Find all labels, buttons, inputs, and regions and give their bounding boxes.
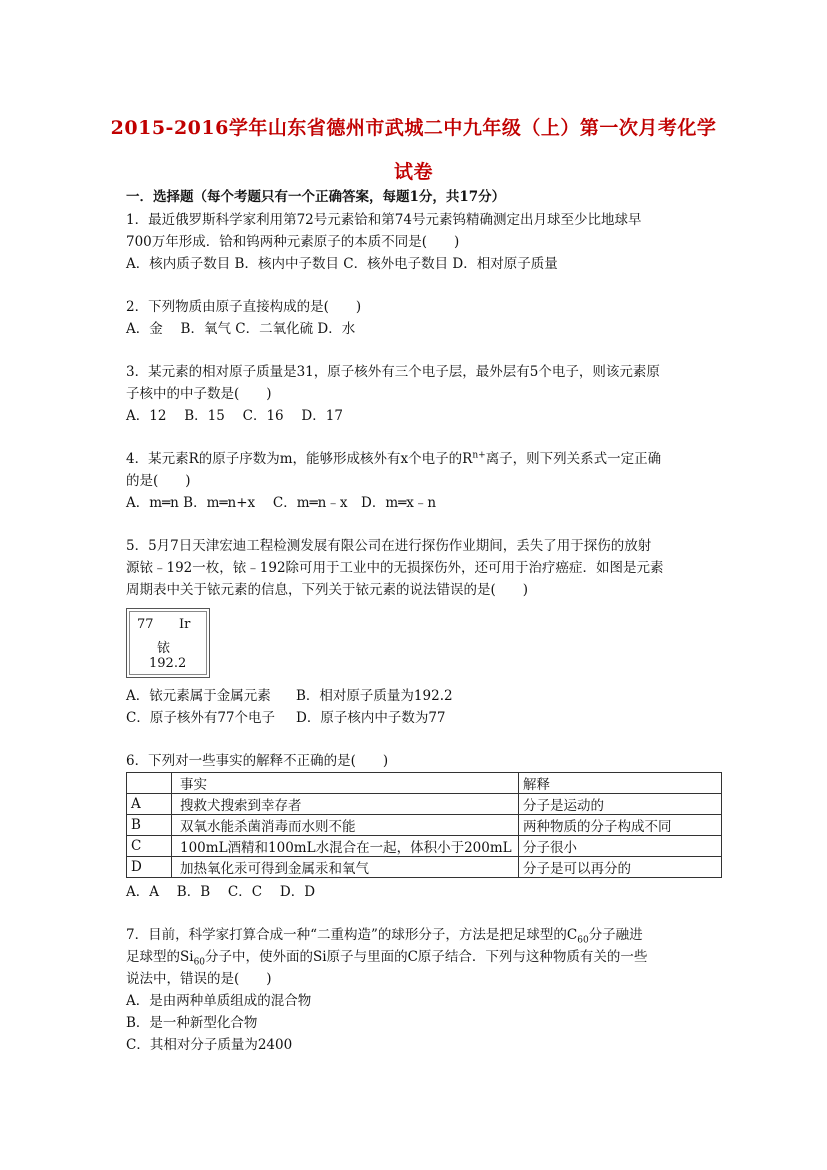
table-row [127,815,722,836]
q4-charge-superscript: n+ [472,450,486,461]
element-name: 铱 [157,641,171,656]
q2-options: A．金 B．氧气 C．二氧化硫 D．水 [126,321,356,337]
table-row [127,794,722,815]
facts-table [126,772,722,878]
q7-stem-text-b: 分子融进 [588,927,643,943]
table-cell: B [127,815,172,836]
q7-option-b: B．是一种新型化合物 [126,1015,258,1031]
q4-stem-line2: 的是( ) [126,473,191,489]
table-row [127,836,722,857]
element-symbol: Ir [179,617,191,632]
element-card-iridium [126,608,210,678]
table-cell: 分子是运动的 [519,794,722,815]
table-cell: 双氧水能杀菌消毒而水则不能 [172,815,519,836]
q3-stem-line1: 3．某元素的相对原子质量是31，原子核外有三个电子层，最外层有5个电子，则该元素原 [126,364,660,380]
table-cell: 两种物质的分子构成不同 [519,815,722,836]
q7-stem-line1 [126,926,643,944]
q7-stem-text-c: 足球型的Si [126,949,194,965]
q4-stem-text-a: 4．某元素R的原子序数为m，能够形成核外有x个电子的R [126,451,473,467]
q4-stem-line1 [126,450,661,468]
q2-stem: 2．下列物质由原子直接构成的是( ) [126,299,362,315]
q7-stem-text-a: 7．目前，科学家打算合成一种“二重构造”的球形分子，方法是把足球型的C [126,927,578,943]
q3-options: A．12 B．15 C．16 D．17 [126,408,343,424]
q5-stem-line1: 5．5月7日天津宏迪工程检测发展有限公司在进行探伤作业期间，丢失了用于探伤的放射 [126,538,652,554]
q7-stem-line3: 说法中，错误的是( ) [126,971,272,987]
element-atomic-number: 77 [137,617,154,632]
q5-stem-line3: 周期表中关于铱元素的信息，下列关于铱元素的说法错误的是( ) [126,582,529,598]
q5-option-a: A．铱元素属于金属元素 [126,688,271,704]
table-row [127,857,722,878]
section-heading: 一．选择题（每个考题只有一个正确答案，每题1分，共17分） [126,189,506,205]
table-header-cell: 解释 [519,773,722,794]
table-cell: A [127,794,172,815]
table-cell: 100mL酒精和100mL水混合在一起，体积小于200mL [172,836,519,857]
table-cell: 分子很小 [519,836,722,857]
q7-si60-subscript: 60 [193,957,206,968]
q6-options: A．A B．B C．C D．D [126,884,316,900]
q7-option-a: A．是由两种单质组成的混合物 [126,993,312,1009]
table-header-row [127,773,722,794]
q6-stem: 6．下列对一些事实的解释不正确的是( ) [126,753,389,769]
q1-stem-line1: 1．最近俄罗斯科学家利用第72号元素铪和第74号元素钨精确测定出月球至少比地球早 [126,212,642,228]
element-atomic-mass: 192.2 [149,656,187,671]
q5-option-c: C．原子核外有77个电子 [126,710,276,726]
q1-stem-line2: 700万年形成．铪和钨两种元素原子的本质不同是( ) [126,234,460,250]
table-cell: 加热氧化汞可得到金属汞和氧气 [172,857,519,878]
q4-options: A．m═n B．m═n+x C．m═n﹣x D．m═x﹣n [126,495,437,511]
q3-stem-line2: 子核中的中子数是( ) [126,386,272,402]
table-cell: C [127,836,172,857]
q5-option-b: B．相对原子质量为192.2 [296,688,453,704]
q7-stem-text-d: 分子中，使外面的Si原子与里面的C原子结合．下列与这种物质有关的一些 [205,949,648,965]
q7-option-c: C．其相对分子质量为2400 [126,1037,293,1053]
table-header-cell [127,773,172,794]
q4-stem-text-b: 离子，则下列关系式一定正确 [485,451,662,467]
q1-options: A．核内质子数目 B．核内中子数目 C．核外电子数目 D．相对原子质量 [126,256,558,272]
table-cell: 分子是可以再分的 [519,857,722,878]
table-header-cell: 事实 [172,773,519,794]
page-title-line1: 2015-2016学年山东省德州市武城二中九年级（上）第一次月考化学 [110,117,717,139]
page-title-line2: 试卷 [393,161,433,183]
q5-stem-line2: 源铱﹣192一枚，铱﹣192除可用于工业中的无损探伤外，还可用于治疗癌症．如图是元素 [126,560,664,576]
q7-stem-line2 [126,948,647,966]
table-cell: 搜救犬搜索到幸存者 [172,794,519,815]
q7-c60-subscript: 60 [577,935,589,946]
q5-option-d: D．原子核内中子数为77 [296,710,446,726]
table-cell: D [127,857,172,878]
